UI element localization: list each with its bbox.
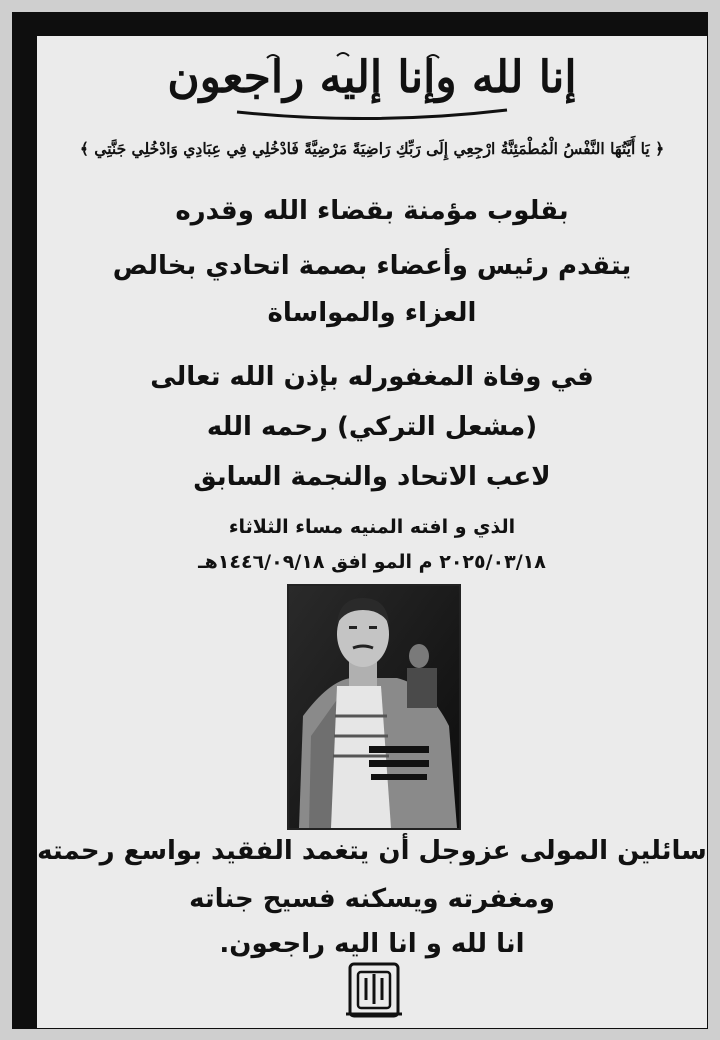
death-announcement: في وفاة المغفورله بإذن الله تعالى	[150, 362, 594, 392]
deceased-name: (مشعل التركي) رحمه الله	[206, 412, 538, 442]
condolence-line: يتقدم رئيس وأعضاء بصمة اتحادي بخالص	[112, 251, 632, 281]
black-frame	[12, 12, 708, 1029]
death-date: ٢٠٢٥/٠٣/١٨ م المو افق ١٤٤٦/٠٩/١٨هـ	[198, 551, 546, 573]
prayer-line: سائلين المولى عزوجل أن يتغمد الفقيد بواسع رحمته	[37, 836, 707, 866]
condolence-card	[37, 36, 707, 1028]
deceased-photo	[287, 584, 461, 830]
intro-line: بقلوب مؤمنة بقضاء الله وقدره	[175, 196, 569, 226]
death-time: الذي و افته المنيه مساء الثلاثاء	[228, 516, 516, 538]
deceased-description: لاعب الاتحاد والنجمة السابق	[193, 462, 551, 492]
logo-icon	[344, 954, 404, 1022]
closing-line: انا لله و انا اليه راجعون.	[219, 929, 525, 959]
condolence-line-end: العزاء والمواساة	[267, 298, 477, 328]
calligraphy-heading: إنا لله وإنا إليه راجعون	[167, 52, 577, 103]
prayer-line-end: ومغفرته ويسكنه فسيح جناته	[189, 884, 555, 914]
quran-verse: ﴿ يَا أَيَّتُهَا النَّفْسُ الْمُطْمَئِنَّةُ ارْجِعِي إِلَى رَبِّكِ رَاضِيَةً مَرْضِيَّةً فَادْخُلِي فِي عِبَادِي وَادْخُلِي جَنَّتِي ﴾	[79, 139, 665, 158]
